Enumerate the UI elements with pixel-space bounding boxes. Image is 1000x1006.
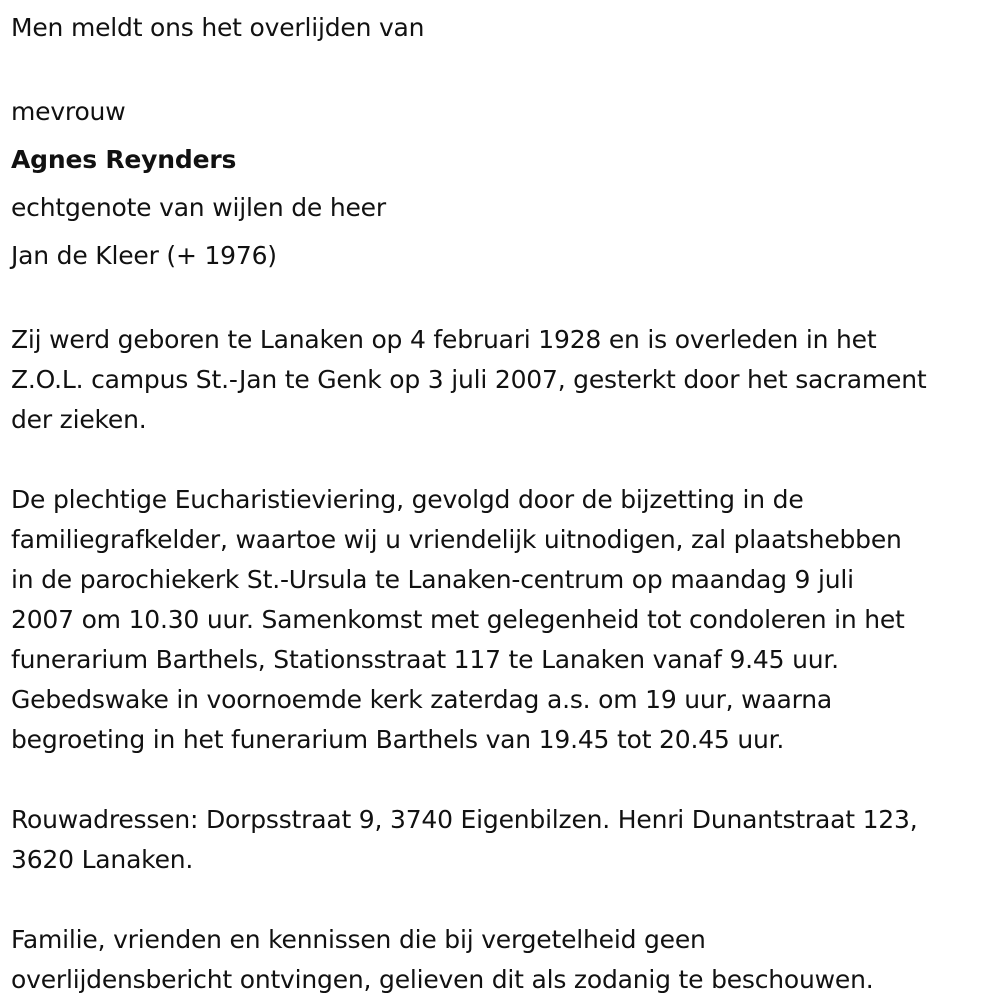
paragraph-addresses — [11, 800, 1000, 880]
paragraph-birth-death — [11, 320, 1000, 440]
paragraph-line: Gebedswake in voornoemde kerk zaterdag a.s. om 19 uur, waarna — [11, 685, 833, 714]
paragraph-line: familiegrafkelder, waartoe wij u vriendelijk uitnodigen, zal plaatshebben — [11, 525, 902, 554]
spacer — [11, 280, 1000, 320]
paragraph-line: Familie, vrienden en kennissen die bij vergetelheid geen — [11, 925, 706, 954]
deceased-block — [11, 88, 1000, 280]
spouse-line: Jan de Kleer (+ 1976) — [11, 241, 277, 270]
paragraph-line: 3620 Lanaken. — [11, 845, 194, 874]
honorific: mevrouw — [11, 97, 126, 126]
intro-line: Men meldt ons het overlijden van — [11, 13, 425, 42]
paragraph-line: Zij werd geboren te Lanaken op 4 februari 1928 en is overleden in het — [11, 325, 877, 354]
paragraph-line: begroeting in het funerarium Barthels van 19.45 tot 20.45 uur. — [11, 725, 785, 754]
paragraph-line: Z.O.L. campus St.-Jan te Genk op 3 juli 2007, gesterkt door het sacrament — [11, 365, 927, 394]
paragraph-line: overlijdensbericht ontvingen, gelieven dit als zodanig te beschouwen. — [11, 965, 874, 994]
paragraph-line: der zieken. — [11, 405, 147, 434]
paragraph-ceremony — [11, 480, 1000, 760]
paragraph-line: Rouwadressen: Dorpsstraat 9, 3740 Eigenbilzen. Henri Dunantstraat 123, — [11, 805, 918, 834]
paragraph-line: in de parochiekerk St.-Ursula te Lanaken-centrum op maandag 9 juli — [11, 565, 854, 594]
paragraph-line: De plechtige Eucharistieviering, gevolgd door de bijzetting in de — [11, 485, 804, 514]
paragraph-line: 2007 om 10.30 uur. Samenkomst met gelegenheid tot condoleren in het — [11, 605, 905, 634]
relation-line: echtgenote van wijlen de heer — [11, 193, 386, 222]
deceased-name: Agnes Reynders — [11, 145, 237, 174]
paragraph-line: funerarium Barthels, Stationsstraat 117 te Lanaken vanaf 9.45 uur. — [11, 645, 839, 674]
paragraph-closing — [11, 920, 1000, 1000]
